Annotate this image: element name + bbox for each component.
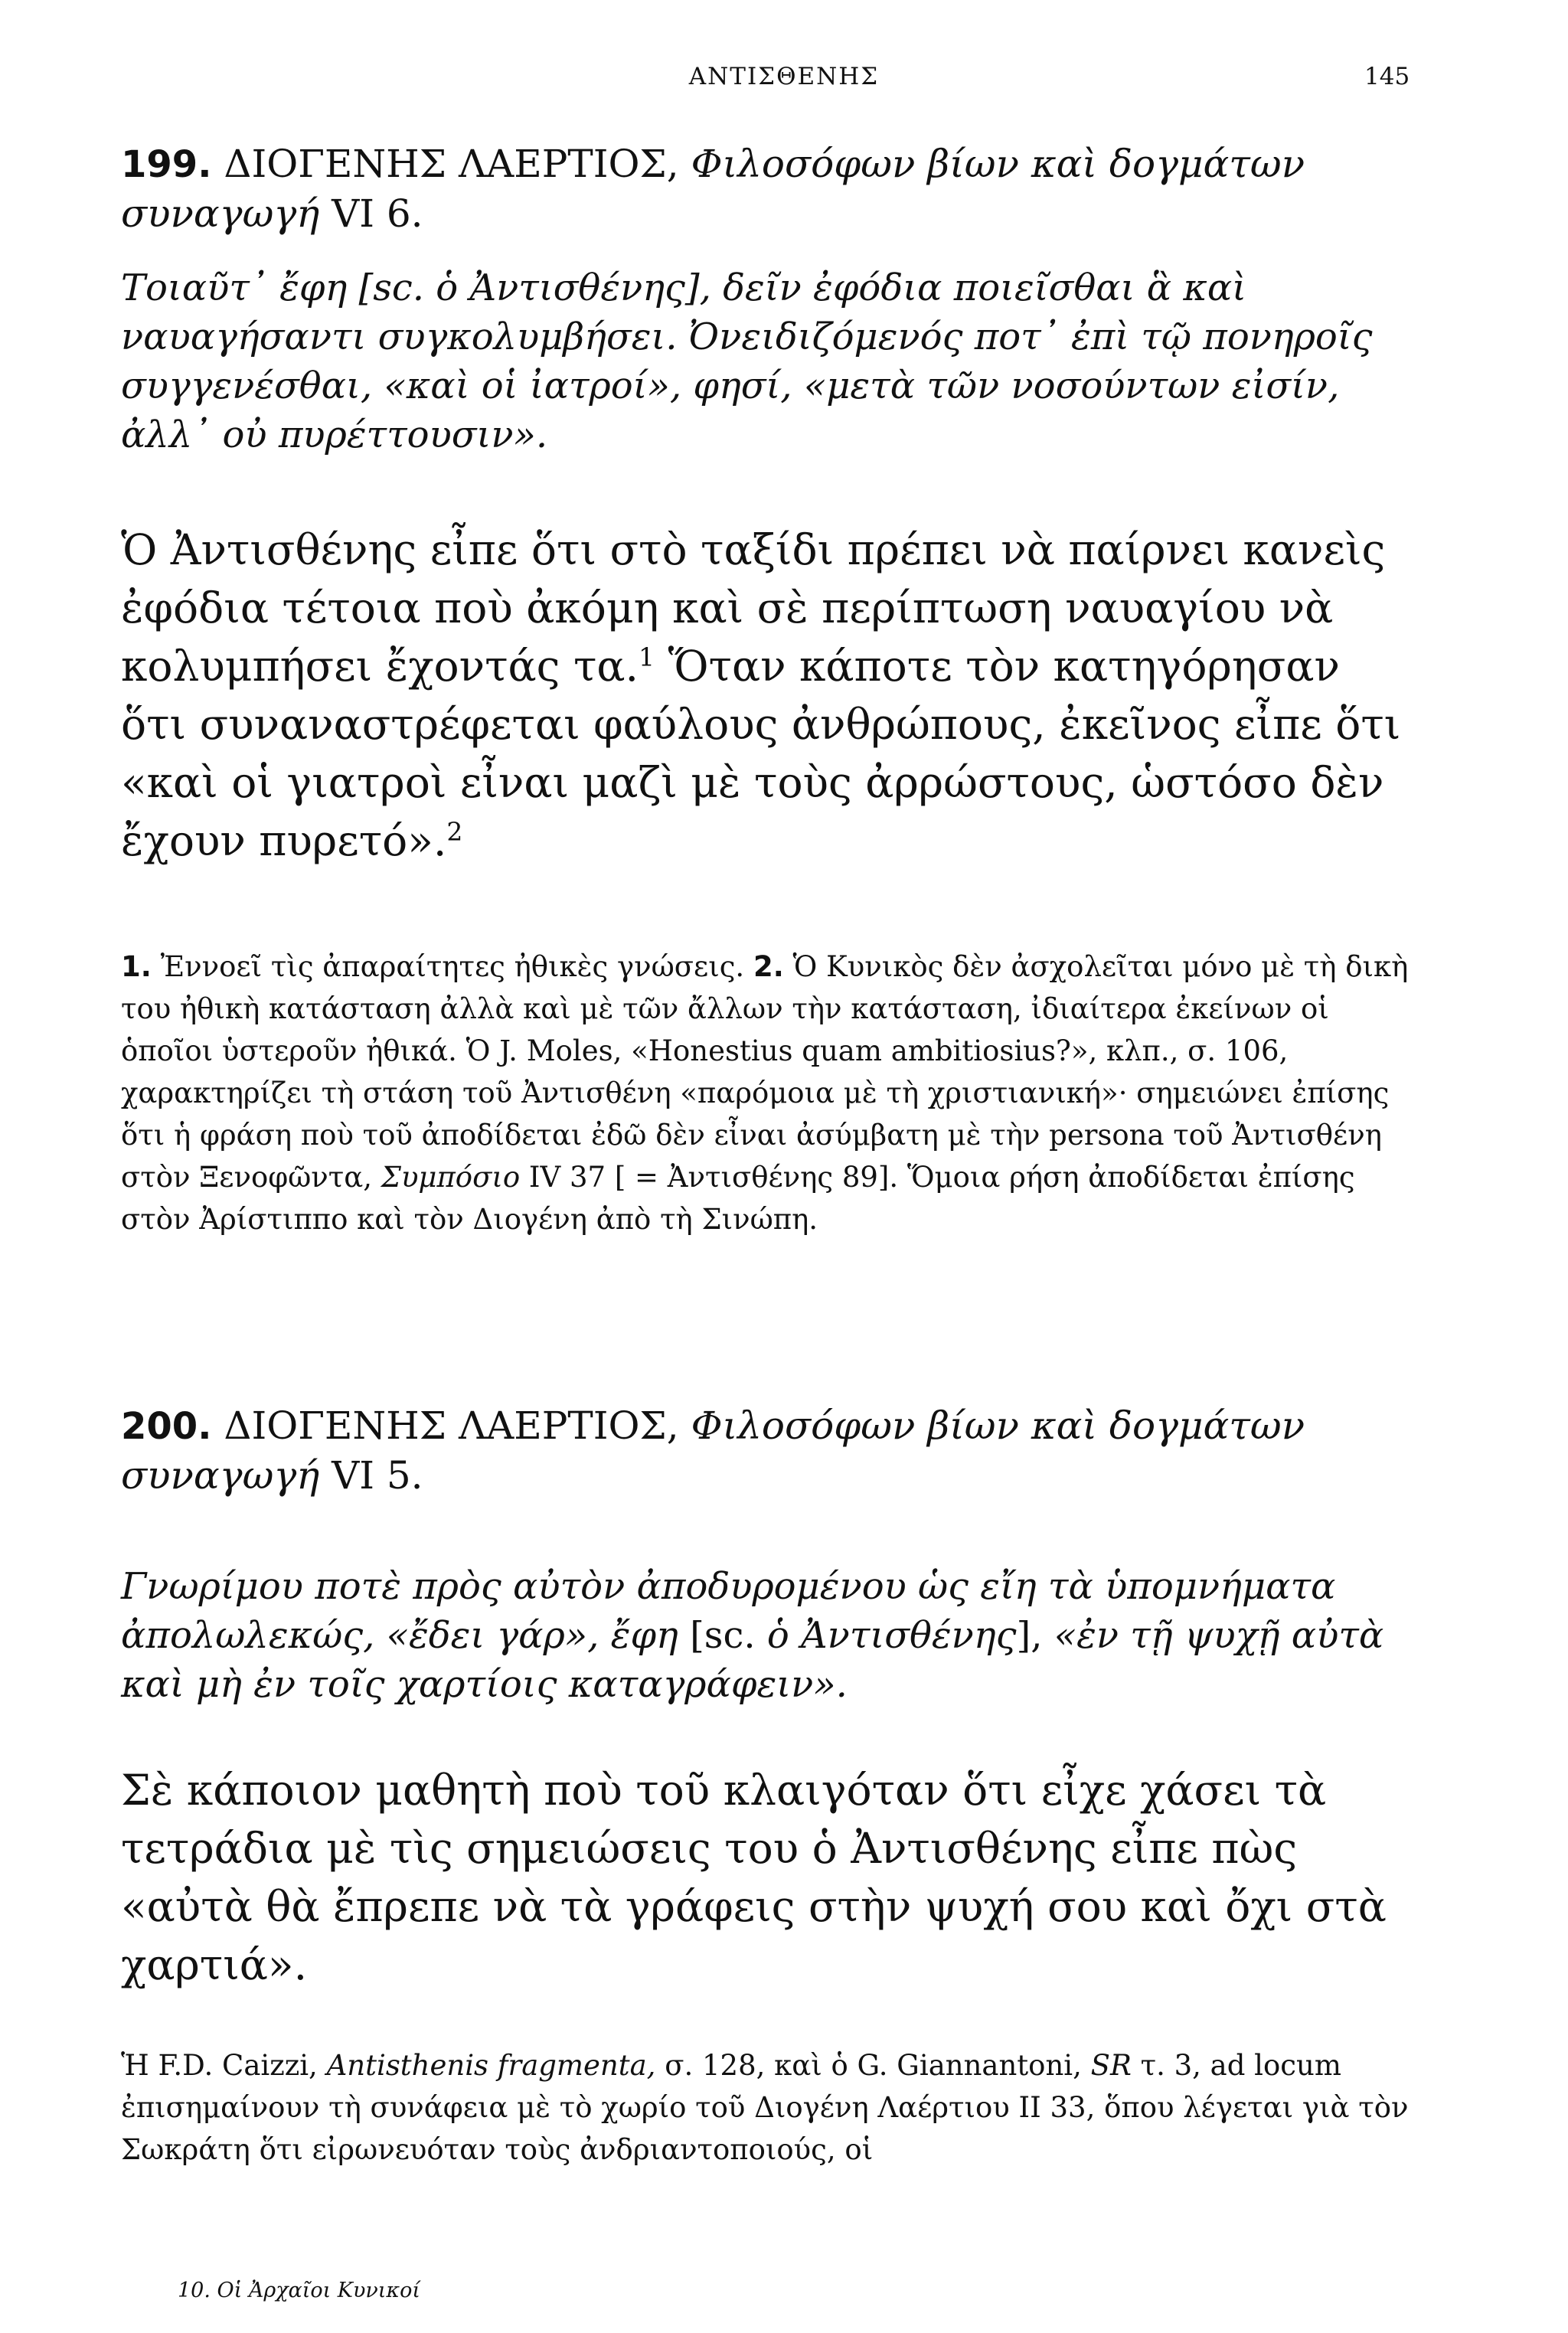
- note-number: 2.: [753, 950, 784, 983]
- note-text-b: σ. 128, καὶ ὁ G. Giannantoni,: [665, 2049, 1082, 2082]
- entry-work-title: Φιλοσόφων βίων καὶ δογμάτων συναγωγή: [121, 1403, 1305, 1498]
- greek-text-a: Γνωρίμου ποτὲ πρὸς αὐτὸν ἀποδυρομένου ὡς εἴη τὰ ὑπομνήματα ἀπολωλεκώς, «ἔδει γάρ», ἔφη: [121, 1565, 1336, 1657]
- translation-part-1: Ὁ Ἀντισθένης εἶπε ὅτι στὸ ταξίδι πρέπει νὰ παίρνει κανεὶς ἐφόδια τέτοια ποὺ ἀκόμη καὶ σὲ περίπτωση ναυαγίου νὰ κολυμπήσει ἔχοντάς τα.: [121, 525, 1386, 691]
- greek-close-bracket: ],: [1016, 1614, 1043, 1657]
- entry-199-notes: [121, 946, 1415, 1240]
- note-1-text: Ἐννοεῖ τὶς ἀπαραίτητες ἠθικὲς γνώσεις.: [160, 950, 745, 983]
- signature-mark: 10. Οἱ Ἀρχαῖοι Κυνικοί: [178, 2279, 420, 2302]
- note-2-text-end: IV 37 [ = Ἀντισθένης 89]. Ὅμοια ρήση ἀποδίδεται ἐπίσης στὸν Ἀρίστιππο καὶ τὸν Διογένη ἀπὸ τὴ Σινώπη.: [121, 1161, 1355, 1236]
- greek-text-b: ὁ Ἀντισθένης: [766, 1614, 1017, 1657]
- entry-author: ΔΙΟΓΕΝΗΣ ΛΑΕΡΤΙΟΣ,: [224, 142, 679, 186]
- entry-number: 200.: [121, 1405, 212, 1448]
- page-number: 145: [1364, 63, 1410, 90]
- entry-199-heading: [121, 139, 1415, 238]
- note-number: 1.: [121, 950, 152, 983]
- translation-part-2: Ὅταν κάποτε τὸν κατηγόρησαν ὅτι συναναστρέφεται φαύλους ἀνθρώπους, ἐκεῖνος εἶπε ὅτι «καὶ οἱ γιατροὶ εἶναι μαζὶ μὲ τοὺς ἀρρώστους, ὡστόσο δὲν ἔχουν πυρετό».: [121, 642, 1401, 865]
- note-italic-title: Antisthenis fragmenta,: [326, 2049, 656, 2082]
- running-title: ΑΝΤΙΣΘΕΝΗΣ: [688, 63, 880, 90]
- entry-200-translation: Σὲ κάποιον μαθητὴ ποὺ τοῦ κλαιγόταν ὅτι εἶχε χάσει τὰ τετράδια μὲ τὶς σημειώσεις του ὁ Ἀντισθένης εἶπε πὼς «αὐτὰ θὰ ἔπρεπε νὰ τὰ γράφεις στὴν ψυχή σου καὶ ὄχι στὰ χαρτιά».: [121, 1766, 1387, 1989]
- entry-work-title: Φιλοσόφων βίων καὶ δογμάτων συναγωγή: [121, 142, 1305, 236]
- footnote-marker-1: 1: [639, 642, 655, 672]
- entry-reference: VI 6.: [332, 191, 423, 236]
- greek-text-c: «ἐν τῇ ψυχῇ αὐτὰ καὶ μὴ ἐν τοῖς χαρτίοις καταγράφειν».: [121, 1614, 1384, 1706]
- entry-200-heading: [121, 1401, 1415, 1500]
- greek-sc-bracket: [sc.: [690, 1614, 756, 1657]
- note-text-a: Ἡ F.D. Caizzi,: [121, 2049, 318, 2082]
- entry-reference: VI 5.: [332, 1453, 423, 1498]
- note-text-c: τ. 3, ad locum ἐπισημαίνουν τὴ συνάφεια μὲ τὸ χωρίο τοῦ Διογένη Λαέρτιου II 33, ὅπου λέγεται γιὰ τὸν Σωκράτη ὅτι εἰρωνευόταν τοὺς ἀνδριαντοποιούς, οἱ: [121, 2049, 1409, 2166]
- footnote-marker-2: 2: [446, 816, 463, 847]
- entry-200-note: [121, 2044, 1415, 2171]
- entry-number: 199.: [121, 143, 212, 186]
- entry-author: ΔΙΟΓΕΝΗΣ ΛΑΕΡΤΙΟΣ,: [224, 1403, 679, 1448]
- note-2-italic-title: Συμπόσιο: [381, 1161, 521, 1194]
- entry-199-greek-text: Τοιαῦτ᾽ ἔφη [sc. ὁ Ἀντισθένης], δεῖν ἐφόδια ποιεῖσθαι ἃ καὶ ναυαγήσαντι συγκολυμβήσει. Ὀνειδιζόμενός ποτ᾽ ἐπὶ τῷ πονηροῖς συγγενέσθαι, «καὶ οἱ ἰατροί», φησί, «μετὰ τῶν νοσούντων εἰσίν, ἀλλ᾽ οὐ πυρέττουσιν».: [121, 266, 1373, 456]
- entry-200-greek-text: [121, 1562, 1415, 1709]
- note-2-text: Ὁ Κυνικὸς δὲν ἀσχολεῖται μόνο μὲ τὴ δικὴ του ἠθικὴ κατάσταση ἀλλὰ καὶ μὲ τῶν ἄλλων τὴν κατάσταση, ἰδιαίτερα ἐκείνων οἱ ὁποῖοι ὑστεροῦν ἠθικά. Ὁ J. Moles, «Honestius quam ambitiosius?», κλπ., σ. 106, χαρακτηρίζει τὴ στάση τοῦ Ἀντισθένη «παρόμοια μὲ τὴ χριστιανική»· σημειώνει ἐπίσης ὅτι ἡ φράση ποὺ τοῦ ἀποδίδεται ἐδῶ δὲν εἶναι ἀσύμβατη μὲ τὴν persona τοῦ Ἀντισθένη στὸν Ξενοφῶντα,: [121, 950, 1409, 1194]
- note-italic-abbrev: SR: [1090, 2049, 1132, 2082]
- entry-199-translation: [121, 521, 1415, 870]
- running-header: [0, 63, 1568, 101]
